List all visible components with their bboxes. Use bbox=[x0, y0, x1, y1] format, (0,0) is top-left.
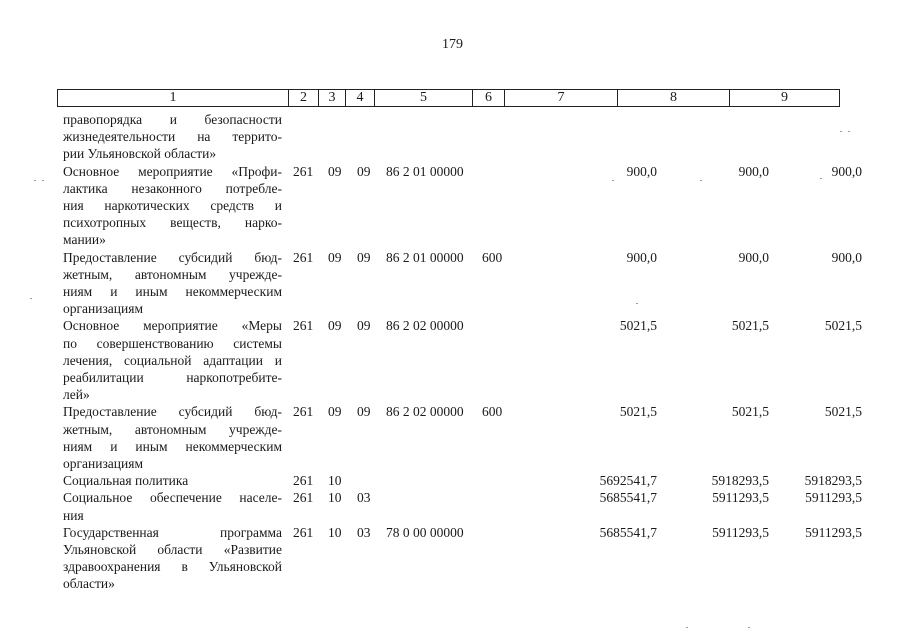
table-row bbox=[63, 524, 862, 593]
admin-code: 261 bbox=[293, 163, 314, 179]
row-name-line: психотропных веществ, нарко- bbox=[63, 215, 282, 231]
row-name bbox=[63, 489, 282, 523]
row-name-line: Основное мероприятие «Меры bbox=[63, 318, 282, 334]
table-row bbox=[63, 489, 862, 523]
amount-col-9: 5911293,5 bbox=[805, 490, 862, 506]
column-number-header bbox=[57, 89, 840, 107]
table-row bbox=[63, 403, 862, 472]
scan-speck bbox=[848, 131, 850, 132]
admin-code: 261 bbox=[293, 404, 314, 420]
scan-speck bbox=[748, 627, 750, 628]
header-col-3: 3 bbox=[319, 90, 346, 107]
scan-speck bbox=[34, 180, 36, 181]
row-name-line: области» bbox=[63, 576, 115, 592]
amount-col-7: 5021,5 bbox=[619, 404, 657, 420]
budget-table-body bbox=[63, 111, 862, 593]
header-col-8: 8 bbox=[618, 90, 730, 107]
table-row bbox=[63, 472, 862, 489]
admin-code: 261 bbox=[293, 490, 314, 506]
row-name bbox=[63, 249, 282, 318]
amount-col-9: 900,0 bbox=[831, 249, 862, 265]
amount-col-8: 5021,5 bbox=[731, 404, 769, 420]
amount-col-9: 5918293,5 bbox=[804, 473, 862, 489]
expense-type-code: 600 bbox=[482, 249, 503, 265]
section-code: 09 bbox=[328, 163, 342, 179]
subsection-code: 09 bbox=[357, 163, 371, 179]
row-name-line: Предоставление субсидий бюд- bbox=[63, 404, 282, 420]
header-col-9: 9 bbox=[730, 90, 840, 107]
amount-col-8: 900,0 bbox=[738, 249, 769, 265]
subsection-code: 09 bbox=[357, 318, 371, 334]
amount-col-9: 5021,5 bbox=[824, 404, 862, 420]
admin-code: 261 bbox=[293, 524, 314, 540]
amount-col-8: 5911293,5 bbox=[712, 490, 769, 506]
scan-speck bbox=[840, 131, 842, 132]
header-col-1: 1 bbox=[58, 90, 289, 107]
subsection-code: 03 bbox=[357, 490, 371, 506]
table-row bbox=[63, 317, 862, 403]
expense-type-code: 600 bbox=[482, 404, 503, 420]
row-name bbox=[63, 317, 282, 403]
row-name-line: Предоставление субсидий бюд- bbox=[63, 249, 282, 265]
section-code: 09 bbox=[328, 249, 342, 265]
row-name-line: жетным, автономным учрежде- bbox=[63, 266, 282, 282]
amount-col-7: 5692541,7 bbox=[599, 473, 657, 489]
section-code: 10 bbox=[328, 490, 342, 506]
amount-col-7: 900,0 bbox=[626, 249, 657, 265]
row-name bbox=[63, 472, 282, 489]
row-name-line: жизнедеятельности на террито- bbox=[63, 129, 282, 145]
header-col-4: 4 bbox=[346, 90, 375, 107]
row-name-line: Основное мероприятие «Профи- bbox=[63, 163, 282, 179]
section-code: 09 bbox=[328, 404, 342, 420]
row-name-line: ниям и иным некоммерческим bbox=[63, 438, 282, 454]
row-name-line: Социальная политика bbox=[63, 473, 189, 489]
amount-col-9: 5021,5 bbox=[824, 318, 862, 334]
target-article-code: 86 2 02 00000 bbox=[386, 318, 464, 334]
admin-code: 261 bbox=[293, 318, 314, 334]
header-col-7: 7 bbox=[505, 90, 618, 107]
row-name-line: организациям bbox=[63, 456, 144, 472]
row-name-line: Социальное обеспечение населе- bbox=[63, 490, 282, 506]
target-article-code: 86 2 01 00000 bbox=[386, 163, 464, 179]
row-name bbox=[63, 403, 282, 472]
row-name bbox=[63, 524, 282, 593]
header-col-2: 2 bbox=[289, 90, 319, 107]
page-number: 179 bbox=[442, 37, 463, 52]
row-name-line: жетным, автономным учрежде- bbox=[63, 421, 282, 437]
scan-speck bbox=[612, 180, 614, 181]
row-name-line: лечения, социальной адаптации и bbox=[63, 352, 282, 368]
row-name-line: Государственная программа bbox=[63, 524, 282, 540]
row-name-line: ниям и иным некоммерческим bbox=[63, 284, 282, 300]
admin-code: 261 bbox=[293, 473, 314, 489]
section-code: 10 bbox=[328, 473, 342, 489]
amount-col-9: 900,0 bbox=[831, 163, 862, 179]
row-name-line: по совершенствованию системы bbox=[63, 335, 282, 351]
subsection-code: 09 bbox=[357, 404, 371, 420]
scan-speck bbox=[820, 178, 822, 179]
row-name-line: лей» bbox=[63, 387, 90, 403]
subsection-code: 09 bbox=[357, 249, 371, 265]
row-name-line: мании» bbox=[63, 232, 106, 248]
row-name-line: лактика незаконного потребле- bbox=[63, 180, 282, 196]
row-name-line: ния наркотических средств и bbox=[63, 198, 282, 214]
target-article-code: 86 2 01 00000 bbox=[386, 249, 464, 265]
table-row bbox=[63, 111, 843, 163]
header-col-6: 6 bbox=[473, 90, 505, 107]
section-code: 10 bbox=[328, 524, 342, 540]
row-name-line: организациям bbox=[63, 301, 144, 317]
table-row bbox=[63, 163, 862, 249]
admin-code: 261 bbox=[293, 249, 314, 265]
target-article-code: 86 2 02 00000 bbox=[386, 404, 464, 420]
row-name-line: реабилитации наркопотребите- bbox=[63, 370, 282, 386]
amount-col-7: 5685541,7 bbox=[599, 524, 657, 540]
amount-col-7: 5685541,7 bbox=[599, 490, 657, 506]
row-name bbox=[63, 163, 282, 249]
subsection-code: 03 bbox=[357, 524, 371, 540]
row-name-line: ния bbox=[63, 507, 84, 523]
amount-col-7: 900,0 bbox=[626, 163, 657, 179]
scan-speck bbox=[700, 180, 702, 181]
row-name-line: правопорядка и безопасности bbox=[63, 112, 282, 127]
amount-col-8: 5911293,5 bbox=[712, 524, 769, 540]
target-article-code: 78 0 00 00000 bbox=[386, 524, 464, 540]
amount-col-7: 5021,5 bbox=[619, 318, 657, 334]
scan-speck bbox=[42, 180, 44, 181]
scan-speck bbox=[686, 627, 688, 628]
scan-speck bbox=[636, 303, 638, 304]
row-name bbox=[63, 111, 282, 163]
amount-col-8: 5918293,5 bbox=[711, 473, 769, 489]
amount-col-8: 900,0 bbox=[738, 163, 769, 179]
row-name-line: здравоохранения в Ульяновской bbox=[63, 559, 282, 575]
section-code: 09 bbox=[328, 318, 342, 334]
row-name-line: рии Ульяновской области» bbox=[63, 146, 217, 162]
amount-col-8: 5021,5 bbox=[731, 318, 769, 334]
table-row bbox=[63, 249, 862, 318]
header-col-5: 5 bbox=[375, 90, 473, 107]
scan-speck bbox=[30, 298, 32, 299]
amount-col-9: 5911293,5 bbox=[805, 524, 862, 540]
row-name-line: Ульяновской области «Развитие bbox=[63, 542, 282, 558]
